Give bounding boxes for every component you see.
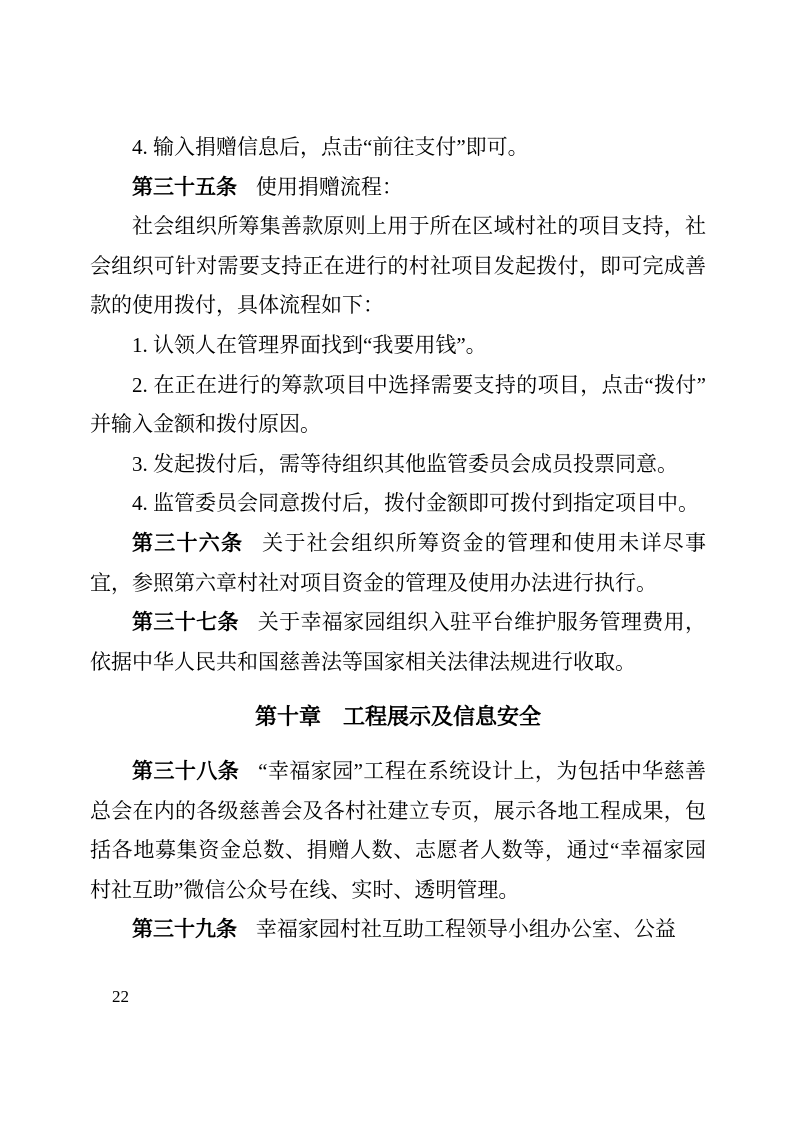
paragraph-text: “幸福家园”工程在系统设计上，为包括中华慈善总会在内的各级慈善会及各村社建立专页，展示各地工程成果，包括各地募集资金总数、捐赠人数、志愿者人数等，通过“幸福家园村社互助”微信公众号在线、实时、透明管理。: [90, 758, 707, 902]
paragraph-text: 4. 输入捐赠信息后，点击“前往支付”即可。: [132, 135, 529, 159]
article-paragraph: [90, 168, 706, 208]
paragraph-text: 关于社会组织所筹资金的管理和使用未详尽事宜，参照第六章村社对项目资金的管理及使用办法进行执行。: [90, 530, 707, 595]
document-body: [90, 128, 706, 950]
paragraph-text: 幸福家园村社互助工程领导小组办公室、公益: [255, 917, 676, 942]
paragraph-text: 关于幸福家园组织入驻平台维护服务管理费用，依据中华人民共和国慈善法等国家相关法律法规进行收取。: [90, 610, 707, 674]
paragraph-text: 使用捐赠流程：: [255, 174, 403, 199]
article-paragraph: [90, 603, 706, 682]
article-number: 第三十九条: [132, 918, 237, 942]
body-paragraph: [90, 366, 706, 445]
article-number: 第三十六条: [132, 531, 244, 555]
paragraph-text: 第十章 工程展示及信息安全: [254, 704, 541, 730]
page-number: 22: [112, 987, 129, 1006]
paragraph-text: 1. 认领人在管理界面找到“我要用钱”。: [132, 332, 487, 357]
paragraph-text: 社会组织所筹集善款原则上用于所在区域村社的项目支持，社会组织可针对需要支持正在进行的村社项目发起拨付，即可完成善款的使用拨付，具体流程如下：: [90, 214, 706, 318]
article-number: 第三十五条: [132, 175, 237, 199]
body-paragraph: [90, 207, 706, 326]
body-paragraph: [90, 484, 706, 524]
article-number: 第三十八条: [132, 759, 240, 783]
article-number: 第三十七条: [132, 611, 239, 635]
article-paragraph: [90, 910, 706, 950]
chapter-heading: [90, 697, 706, 737]
article-paragraph: [90, 752, 706, 910]
paragraph-text: 4. 监管委员会同意拨付后，拨付金额即可拨付到指定项目中。: [132, 491, 699, 516]
article-paragraph: [90, 524, 706, 603]
body-paragraph: [90, 445, 706, 485]
paragraph-text: 2. 在正在进行的筹款项目中选择需要支持的项目，点击“拨付”并输入金额和拨付原因。: [90, 372, 706, 437]
paragraph-text: 3. 发起拨付后，需等待组织其他监管委员会成员投票同意。: [132, 451, 678, 476]
body-paragraph: [90, 128, 706, 168]
body-paragraph: [90, 326, 706, 366]
